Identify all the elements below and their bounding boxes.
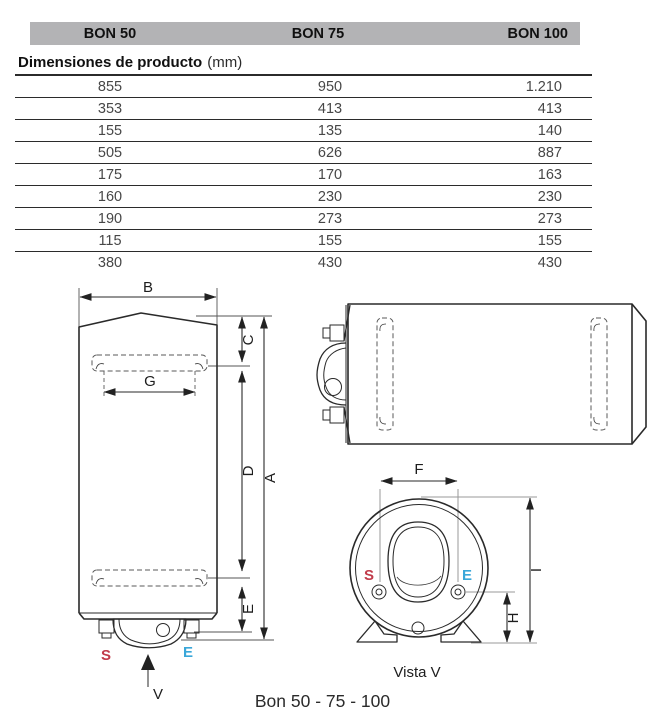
vista-v-caption: Vista V <box>393 664 441 681</box>
view-direction-arrow <box>141 654 155 670</box>
dim-label-b: B <box>142 279 154 296</box>
bracket-hooks-upper <box>96 364 203 369</box>
mounting-bracket-lower <box>92 570 207 586</box>
table-cell: 160 <box>97 188 123 205</box>
cover-outer <box>388 522 449 602</box>
table-cell: 155 <box>97 122 123 139</box>
inlet-label: E <box>461 567 473 584</box>
table-row <box>15 76 592 98</box>
table-cell: 163 <box>537 166 562 183</box>
table-row <box>15 208 592 230</box>
bracket-hooks-left <box>380 324 386 424</box>
dim-label-h: H <box>505 612 522 624</box>
outlet-label: S <box>363 567 375 584</box>
table-cell: 380 <box>97 254 123 271</box>
tank-bottom-band <box>79 613 217 619</box>
pipe-stub-left-nut <box>102 633 111 638</box>
table-cell: 413 <box>537 100 562 117</box>
cover-bottom-arc <box>397 576 441 585</box>
table-row <box>15 142 592 164</box>
dim-label-c: C <box>240 334 257 346</box>
horizontal-taper-band <box>344 305 350 443</box>
inlet-pipe-inner <box>455 589 461 595</box>
table-row <box>15 186 592 208</box>
table-cell: 170 <box>317 166 343 183</box>
table-cell: 887 <box>537 144 562 161</box>
table-cell: 155 <box>537 232 562 249</box>
dim-label-g: G <box>144 373 156 390</box>
table-cell: 155 <box>317 232 343 249</box>
inlet-pipe-outer <box>451 585 465 599</box>
table-cell: 273 <box>537 210 562 227</box>
table-cell: 950 <box>317 78 343 95</box>
table-cell: 413 <box>317 100 343 117</box>
inlet-label: E <box>182 644 194 661</box>
front-view-diagram <box>79 279 279 703</box>
pipe-stub-right-nut <box>187 633 196 638</box>
table-cell: 190 <box>97 210 123 227</box>
table-cell: 230 <box>317 188 343 205</box>
table-cell: 140 <box>537 122 562 139</box>
outlet-label: S <box>100 647 112 664</box>
bottom-view-diagram <box>350 461 545 681</box>
table-row <box>15 98 592 120</box>
column-header-bon50: BON 50 <box>83 25 137 42</box>
outlet-pipe-outer <box>372 585 386 599</box>
outlet-pipe-inner <box>376 589 382 595</box>
dim-label-d: D <box>240 465 257 477</box>
mounting-bracket-right <box>591 318 607 430</box>
dimensions-table <box>15 45 592 273</box>
table-cell: 505 <box>97 144 123 161</box>
section-unit-text: (mm) <box>207 54 243 71</box>
pipe-stub-top <box>330 325 344 341</box>
horizontal-drain-circle <box>325 379 342 396</box>
pipe-stub-bottom <box>330 407 344 423</box>
horizontal-body <box>348 304 632 444</box>
table-row <box>15 230 592 252</box>
figure-caption: Bon 50 - 75 - 100 <box>254 691 391 711</box>
table-cell: 273 <box>317 210 343 227</box>
dim-label-a: A <box>262 472 279 484</box>
table-section-title <box>15 45 592 76</box>
column-header-bon75: BON 75 <box>291 25 345 42</box>
table-cell: 230 <box>537 188 562 205</box>
table-cell: 115 <box>98 232 122 249</box>
cover-inner <box>393 527 444 597</box>
bottom-cap-inner <box>119 619 180 644</box>
table-cell: 1.210 <box>525 78 562 95</box>
view-arrow-label: V <box>153 686 164 703</box>
mounting-bracket-upper <box>92 355 207 371</box>
column-header-bon100: BON 100 <box>507 25 568 42</box>
horizontal-dome-end <box>632 304 646 444</box>
mounting-bracket-left <box>377 318 393 430</box>
table-cell: 430 <box>317 254 343 271</box>
table-row <box>15 164 592 186</box>
table-cell: 855 <box>97 78 123 95</box>
bracket-hooks-lower <box>96 579 203 584</box>
drain-circle <box>412 622 424 634</box>
section-title-text: Dimensiones de producto <box>18 54 203 71</box>
table-cell: 175 <box>97 166 123 183</box>
pipe-stub-top-nut <box>323 328 330 338</box>
bracket-hooks-right <box>594 324 600 424</box>
table-cell: 626 <box>317 144 343 161</box>
side-view-diagram <box>317 304 646 444</box>
pipe-stub-bottom-nut <box>323 410 330 420</box>
table-cell: 353 <box>97 100 123 117</box>
dim-label-e: E <box>240 603 257 615</box>
table-cell: 135 <box>317 122 343 139</box>
dim-label-f: F <box>414 461 424 478</box>
dimension-diagrams <box>0 270 667 725</box>
pipe-stub-left <box>99 620 114 633</box>
table-row <box>15 120 592 142</box>
table-cell: 430 <box>537 254 562 271</box>
tank-outline <box>79 313 217 613</box>
dim-label-i: I <box>528 567 545 573</box>
horizontal-cap-inner <box>324 348 346 400</box>
drain-circle <box>157 624 170 637</box>
table-header-row <box>30 22 580 45</box>
